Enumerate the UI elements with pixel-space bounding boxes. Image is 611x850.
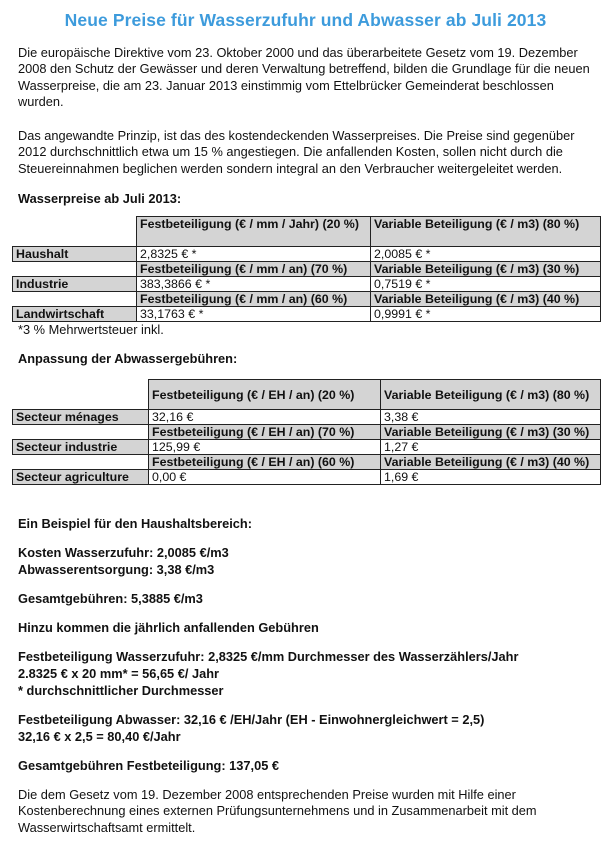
sewage-heading: Anpassung der Abwassergebühren: <box>18 351 238 366</box>
table-corner <box>13 380 149 410</box>
vat-footnote: *3 % Mehrwertsteuer inkl. <box>18 322 164 337</box>
annual-fees-note: Hinzu kommen die jährlich anfallenden Gebühren <box>18 620 319 635</box>
table-row: Secteur agriculture 0,00 € 1,69 € <box>13 470 601 485</box>
sewage-fees-table <box>12 379 601 485</box>
table-row: Festbeteiligung (€ / mm / an) (70 %) Variable Beteiligung (€ / m3) (30 %) <box>13 262 601 277</box>
table-row: Festbeteiligung (€ / mm / an) (60 %) Variable Beteiligung (€ / m3) (40 %) <box>13 292 601 307</box>
header-fixed: Festbeteiligung (€ / EH / an) (20 %) <box>149 380 381 410</box>
header-variable: Variable Beteiligung (€ / m3) (80 %) <box>381 380 601 410</box>
example-heading: Ein Beispiel für den Haushaltsbereich: <box>18 516 252 531</box>
principle-paragraph: Das angewandte Prinzip, ist das des kostendeckenden Wasserpreises. Die Preise sind gegenüber 2012 durchschnittlich etwa um 15 % angestiegen. Die anfallenden Kosten, sollen nicht durch die Steuereinnahmen beglichen werden sondern integral an den Verbraucher weitergeleitet werden. <box>18 128 575 176</box>
table-corner <box>13 217 137 247</box>
fixed-water-line-1: Festbeteiligung Wasserzufuhr: 2,8325 €/mm Durchmesser des Wasserzählers/Jahr <box>18 649 519 664</box>
fixed-water-line-3: * durchschnittlicher Durchmesser <box>18 683 224 698</box>
total-per-m3: Gesamtgebühren: 5,3885 €/m3 <box>18 591 203 606</box>
total-fixed-fees: Gesamtgebühren Festbeteiligung: 137,05 € <box>18 758 279 773</box>
cost-sewage: Abwasserentsorgung: 3,38 €/m3 <box>18 562 215 577</box>
fixed-sewage-line-1: Festbeteiligung Abwasser: 32,16 € /EH/Jahr (EH - Einwohnergleichwert = 2,5) <box>18 712 485 727</box>
table-row: Landwirtschaft 33,1763 € * 0,9991 € * <box>13 307 601 322</box>
table-row: Festbeteiligung (€ / EH / an) (60 %) Variable Beteiligung (€ / m3) (40 %) <box>13 455 601 470</box>
water-prices-table <box>12 216 601 322</box>
page-title: Neue Preise für Wasserzufuhr und Abwasser ab Juli 2013 <box>64 10 547 30</box>
fixed-water-line-2: 2.8325 € x 20 mm* = 56,65 €/ Jahr <box>18 666 219 681</box>
table-row: Industrie 383,3866 € * 0,7519 € * <box>13 277 601 292</box>
table-row: Secteur ménages 32,16 € 3,38 € <box>13 410 601 425</box>
table-row: Secteur industrie 125,99 € 1,27 € <box>13 440 601 455</box>
header-variable: Variable Beteiligung (€ / m3) (80 %) <box>371 217 601 247</box>
fixed-sewage-line-2: 32,16 € x 2,5 = 80,40 €/Jahr <box>18 729 181 744</box>
intro-paragraph: Die europäische Direktive vom 23. Oktober 2000 und das überarbeitete Gesetz vom 19. Dezember 2008 den Schutz der Gewässer und deren Verwaltung betreffend, bilden die Grundlage für die neuen Wasserpreise, die am 23. Januar 2013 einstimmig vom Ettelbrücker Gemeinderat beschlossen wurden. <box>18 45 590 110</box>
header-fixed: Festbeteiligung (€ / mm / Jahr) (20 %) <box>137 217 371 247</box>
cost-water: Kosten Wasserzufuhr: 2,0085 €/m3 <box>18 545 229 560</box>
water-prices-heading: Wasserpreise ab Juli 2013: <box>18 191 182 206</box>
closing-paragraph: Die dem Gesetz vom 19. Dezember 2008 entsprechenden Preise wurden mit Hilfe einer Kostenberechnung eines externen Prüfungsunternehmens und in Zusammenarbeit mit dem Wasserwirtschaftsamt ermittelt. <box>18 787 537 835</box>
table-row: Festbeteiligung (€ / EH / an) (70 %) Variable Beteiligung (€ / m3) (30 %) <box>13 425 601 440</box>
table-row: Haushalt 2,8325 € * 2,0085 € * <box>13 247 601 262</box>
